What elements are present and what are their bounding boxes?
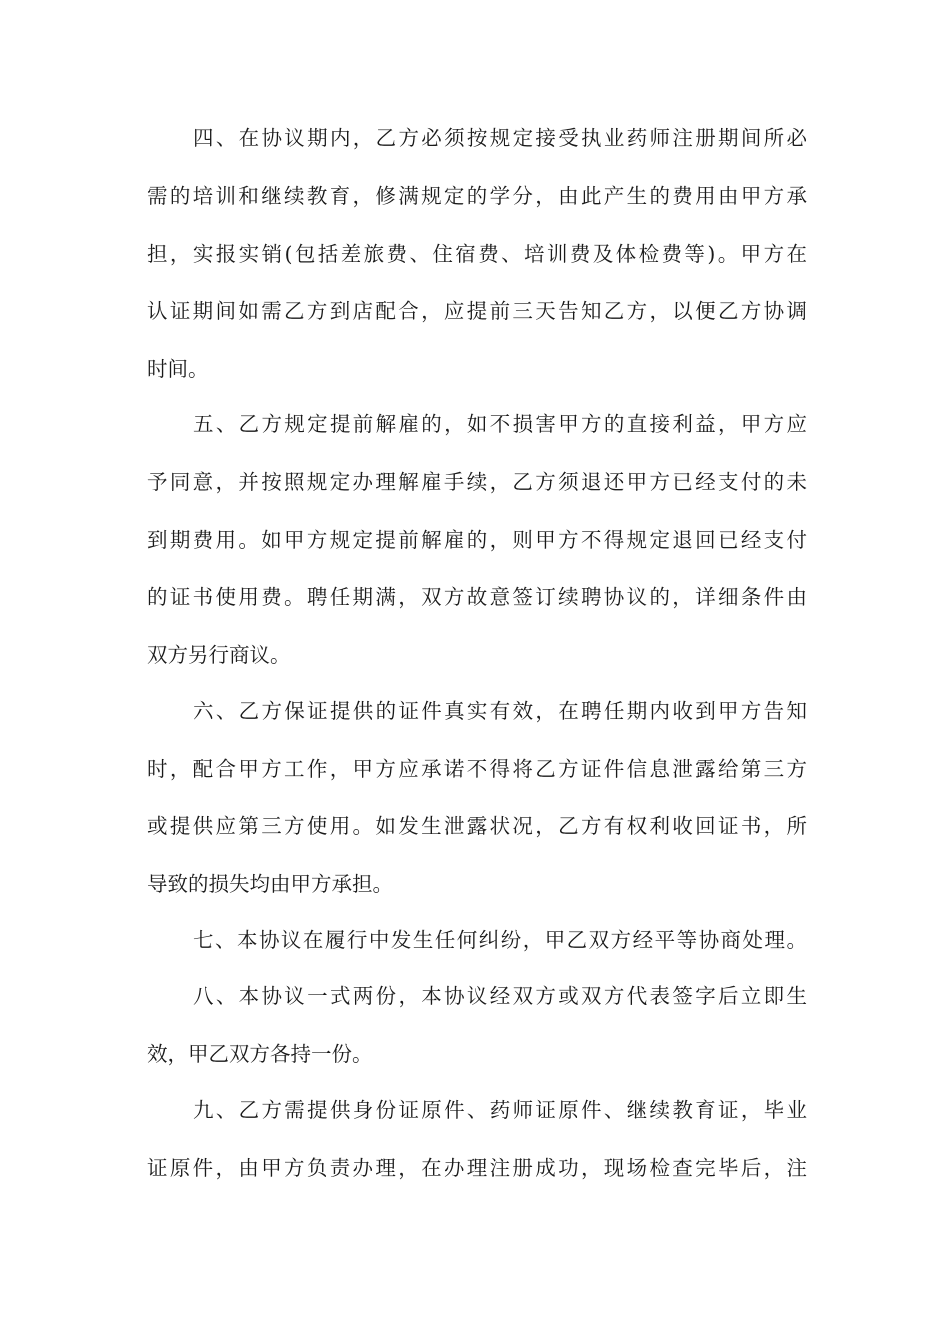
clause-4-line-3: 担，实报实销(包括差旅费、住宿费、培训费及体检费等)。甲方在 bbox=[147, 242, 807, 266]
clause-5-line-5: 双方另行商议。 bbox=[147, 643, 291, 667]
clause-8-line-2: 效，甲乙双方各持一份。 bbox=[147, 1042, 373, 1066]
clause-7-line-1: 七、本协议在履行中发生任何纠纷，甲乙双方经平等协商处理。 bbox=[193, 928, 807, 952]
clause-5-line-2: 予同意，并按照规定办理解雇手续，乙方须退还甲方已经支付的未 bbox=[147, 470, 807, 494]
clause-6-line-2: 时，配合甲方工作，甲方应承诺不得将乙方证件信息泄露给第三方 bbox=[147, 757, 807, 781]
clause-4-line-1: 四、在协议期内，乙方必须按规定接受执业药师注册期间所必 bbox=[193, 126, 807, 150]
clause-4-line-5: 时间。 bbox=[147, 357, 209, 381]
clause-5-line-4: 的证书使用费。聘任期满，双方故意签订续聘协议的，详细条件由 bbox=[147, 585, 807, 609]
clause-6-line-3: 或提供应第三方使用。如发生泄露状况，乙方有权利收回证书，所 bbox=[147, 814, 807, 838]
clause-9-line-1: 九、乙方需提供身份证原件、药师证原件、继续教育证，毕业 bbox=[193, 1098, 807, 1122]
clause-6-line-4: 导致的损失均由甲方承担。 bbox=[147, 872, 393, 896]
clause-4-line-2: 需的培训和继续教育，修满规定的学分，由此产生的费用由甲方承 bbox=[147, 184, 807, 208]
clause-4-line-4: 认证期间如需乙方到店配合，应提前三天告知乙方，以便乙方协调 bbox=[147, 299, 807, 323]
clause-5-line-3: 到期费用。如甲方规定提前解雇的，则甲方不得规定退回已经支付 bbox=[147, 528, 807, 552]
clause-8-line-1: 八、本协议一式两份，本协议经双方或双方代表签字后立即生 bbox=[193, 984, 807, 1008]
clause-9-line-2: 证原件，由甲方负责办理，在办理注册成功，现场检查完毕后，注 bbox=[147, 1156, 807, 1180]
clause-6-line-1: 六、乙方保证提供的证件真实有效，在聘任期内收到甲方告知 bbox=[193, 699, 807, 723]
clause-5-line-1: 五、乙方规定提前解雇的，如不损害甲方的直接利益，甲方应 bbox=[193, 412, 807, 436]
